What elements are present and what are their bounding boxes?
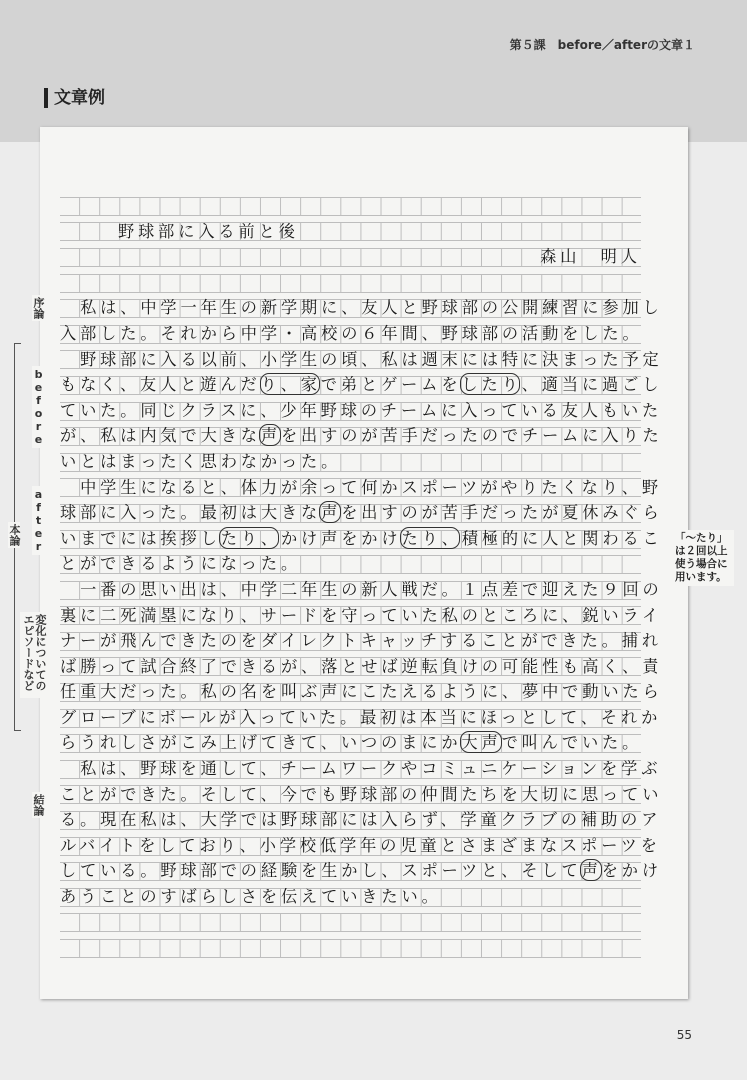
- grid-row: [60, 679, 663, 705]
- grid-row: [60, 756, 662, 782]
- essay-line: ば勝って試合終了できるが、落とせば逆転負けの可能性も高く、責: [60, 656, 663, 676]
- circled-koe: [259, 424, 281, 446]
- label-body: 本論: [8, 524, 21, 546]
- essay-author: 森山 明人: [540, 247, 641, 267]
- essay-line: いまでには挨拶したり、かけ声をかけたり、積極的に人と関わるこ: [60, 528, 663, 548]
- label-episode: 変化についてのエピソードなど: [20, 612, 46, 698]
- essay-line: る。現在私は、大学では野球部には入らず、学童クラブの補助のア: [60, 810, 662, 830]
- label-intro: 序論: [32, 297, 45, 319]
- grid-row: [60, 577, 663, 603]
- grid-row: [60, 705, 662, 731]
- essay-line: とができるようになった。: [60, 554, 302, 574]
- essay-line: らうれしさがこみ上げてきて、いつのまにか大声で叫んでいた。: [60, 733, 643, 753]
- circled-koe: [580, 859, 602, 881]
- grid-row: [60, 526, 663, 552]
- circled-tari: [260, 373, 320, 395]
- grid-row: [60, 475, 662, 501]
- essay-line: あうことのすばらしさを伝えていきたい。: [60, 887, 442, 907]
- grid-row: [60, 398, 663, 424]
- grid-row: [60, 603, 663, 629]
- grid-row: [60, 321, 641, 347]
- grid-row-blank: [60, 910, 641, 936]
- grid-row: [60, 858, 662, 884]
- essay-line: 一番の思い出は、中学二年生の新人戦だ。１点差で迎えた９回の: [60, 579, 663, 599]
- circled-koe: [319, 501, 341, 523]
- grid-row: [60, 782, 663, 808]
- manuscript-sheet: [40, 127, 688, 999]
- essay-line: 裏に二死満塁になり、サードを守っていた私のところに、鋭いライ: [60, 605, 663, 625]
- essay-line: が、私は内気で大きな声を出すのが苦手だったのでチームに入りた: [60, 426, 663, 446]
- grid-row: [60, 654, 663, 680]
- essay-line: 入部した。それから中学・高校の６年間、野球部の活動をした。: [60, 323, 643, 343]
- label-before: before: [32, 368, 45, 446]
- circled-oogoe: [460, 731, 502, 753]
- essay-title: 野球部に入る前と後: [118, 221, 299, 241]
- essay-line: している。野球部での経験を生かし、スポーツと、そして声をかけ: [60, 861, 662, 881]
- essay-line: 任重大だった。私の名を叫ぶ声にこたえるように、夢中で動いたら: [60, 682, 663, 702]
- grid-row-title: [60, 219, 641, 245]
- essay-line: ナーが飛んできたのをダイレクトキャッチすることができた。捕れ: [60, 631, 662, 651]
- circled-tari: [460, 373, 520, 395]
- grid-row: [60, 628, 662, 654]
- essay-line: ていた。同じクラスに、少年野球のチームに入っている友人もいた: [60, 400, 663, 420]
- circled-tari: [219, 527, 279, 549]
- essay-line: 野球部に入る以前、小学生の頃、私は週末には特に決まった予定: [60, 349, 663, 369]
- grid-row: [60, 500, 663, 526]
- grid-row: [60, 372, 663, 398]
- essay-line: ルバイトをしており、小学校低学年の児童とさまざまなスポーツを: [60, 835, 661, 855]
- label-after: after: [32, 488, 45, 553]
- running-header: 第５課 before／afterの文章１: [509, 38, 695, 52]
- essay-line: もなく、友人と遊んだり、家で弟とゲームをしたり、適当に過ごし: [60, 375, 663, 395]
- grid-row-blank: [60, 935, 641, 961]
- grid-row: [60, 347, 663, 373]
- essay-line: ことができた。そして、今でも野球部の仲間たちを大切に思ってい: [60, 784, 663, 804]
- page-number: 55: [676, 1028, 692, 1042]
- section-title: 文章例: [44, 88, 105, 108]
- label-conclusion: 結論: [32, 794, 45, 816]
- essay-line: 私は、中学一年生の新学期に、友人と野球部の公開練習に参加し: [60, 298, 663, 318]
- grid-row-author: [60, 244, 641, 270]
- essay-line: グローブにボールが入っていた。最初は本当にほっとして、それか: [60, 707, 662, 727]
- grid-row: [60, 730, 641, 756]
- grid-row-blank: [60, 270, 641, 296]
- grid-row: [60, 833, 661, 859]
- grid-row: [60, 884, 641, 910]
- grid-row-blank: [60, 193, 641, 219]
- essay-line: いとはまったく思わなかった。: [60, 451, 342, 471]
- grid-row: [60, 449, 641, 475]
- margin-note: 「〜たり」は２回以上使う場合に用います。: [672, 530, 734, 586]
- grid-row: [60, 807, 662, 833]
- grid-row: [60, 295, 663, 321]
- circled-tari: [400, 527, 460, 549]
- grid-row: [60, 551, 641, 577]
- manuscript-grid: [60, 193, 663, 961]
- essay-line: 私は、野球を通して、チームワークやコミュニケーションを学ぶ: [60, 759, 662, 779]
- essay-line: 中学生になると、体力が余って何かスポーツがやりたくなり、野: [60, 477, 662, 497]
- essay-line: 球部に入った。最初は大きな声を出すのが苦手だったが夏休みぐら: [60, 503, 663, 523]
- grid-row: [60, 423, 663, 449]
